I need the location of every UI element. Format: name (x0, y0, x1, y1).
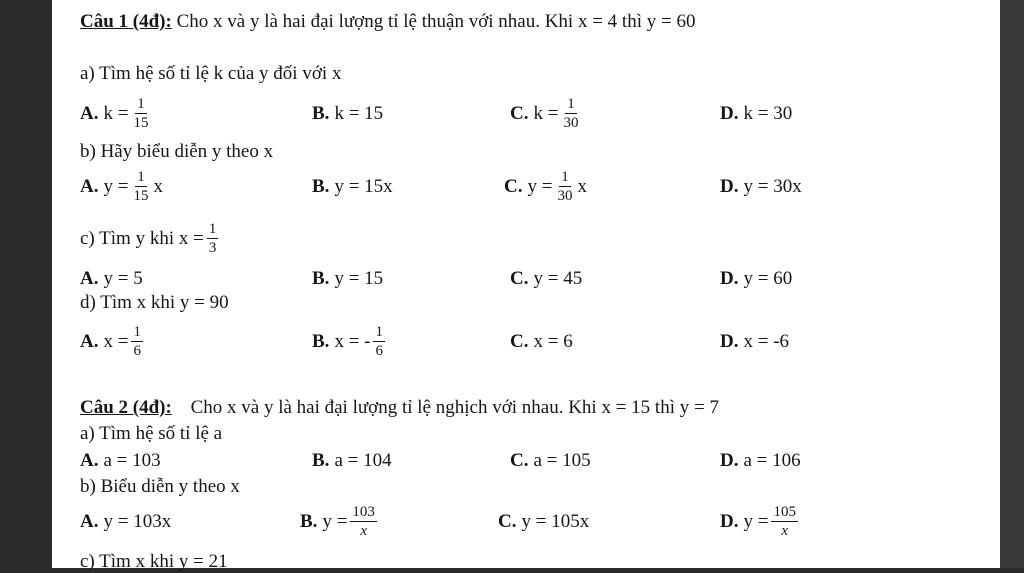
option-letter: C. (510, 450, 529, 471)
fraction-denominator: 3 (208, 240, 217, 256)
q2a-prompt: a) Tìm hệ số tỉ lệ a (80, 423, 223, 444)
fraction-numerator: 1 (208, 221, 217, 237)
option-prefix: y = (322, 511, 348, 532)
option-text: y = 103x (103, 511, 172, 532)
option-letter: A. (80, 268, 99, 289)
option-suffix: x (577, 176, 587, 197)
fraction (350, 505, 377, 539)
q1b-option-d (720, 165, 802, 209)
option-suffix: x (153, 176, 163, 197)
fraction (131, 97, 150, 131)
option-letter: C. (498, 511, 517, 532)
fraction-numerator: 1 (375, 324, 383, 340)
option-prefix: x = (103, 331, 129, 352)
q2a-option-b (312, 450, 392, 472)
document-page (52, 0, 1000, 572)
option-letter: A. (80, 176, 99, 197)
option-letter: B. (312, 331, 330, 352)
fraction (207, 222, 219, 256)
option-prefix: y = (527, 176, 553, 197)
q1c-option-d (720, 268, 792, 290)
fraction (131, 170, 150, 204)
question-1-header (80, 11, 695, 33)
q1a-prompt: a) Tìm hệ số tỉ lệ k của y đối với x (80, 63, 342, 84)
q2b-option-c (498, 500, 589, 544)
q1a-option-d (720, 92, 792, 136)
q1d-option-a (80, 320, 146, 364)
q1d-option-b (312, 320, 388, 364)
option-letter: D. (720, 176, 739, 197)
option-prefix: k = (533, 103, 559, 124)
option-prefix: x = - (334, 331, 371, 352)
option-prefix: k = (103, 103, 129, 124)
q2a-option-a (80, 450, 161, 472)
option-letter: A. (80, 511, 99, 532)
q1c-prompt: c) Tìm y khi x = (80, 228, 204, 249)
fraction-denominator: 15 (133, 188, 149, 204)
fraction-denominator (358, 522, 369, 539)
fraction (561, 97, 580, 131)
fraction (131, 325, 143, 359)
option-letter: D. (720, 103, 739, 124)
q2c-prompt: c) Tìm x khi y = 21 (80, 551, 228, 572)
option-text: y = 60 (743, 268, 793, 289)
q2a-option-d (720, 450, 801, 472)
fraction-variable: x (781, 523, 789, 539)
fraction-denominator: 6 (375, 343, 383, 359)
fraction-denominator: 6 (133, 343, 141, 359)
q2b-option-a (80, 500, 171, 544)
question-2-header (80, 397, 719, 419)
fraction-denominator (779, 522, 790, 539)
fraction-numerator: 1 (561, 169, 569, 185)
option-text: y = 5 (103, 268, 143, 289)
fraction-denominator: 30 (557, 188, 573, 204)
fraction-numerator: 105 (773, 504, 796, 520)
q1d-option-d (720, 320, 789, 364)
fraction-numerator: 103 (352, 504, 375, 520)
option-text: x = -6 (743, 331, 790, 352)
q2b-prompt: b) Biểu diễn y theo x (80, 476, 240, 497)
fraction (373, 325, 385, 359)
fraction (771, 505, 798, 539)
option-letter: A. (80, 331, 99, 352)
q1c-option-a (80, 268, 143, 290)
q1b-option-b (312, 165, 393, 209)
option-letter: B. (312, 176, 330, 197)
fraction-denominator: 15 (133, 115, 149, 131)
fraction-numerator: 1 (137, 96, 145, 112)
question-1-text: Cho x và y là hai đại lượng tỉ lệ thuận với nhau. Khi x = 4 thì y = 60 (176, 11, 696, 32)
question-1-label: Câu 1 (4đ): (80, 11, 172, 32)
option-letter: C. (510, 103, 529, 124)
option-prefix: y = (103, 176, 129, 197)
option-text: y = 15 (334, 268, 384, 289)
q2a-option-c (510, 450, 591, 472)
q2b-option-b (300, 500, 380, 544)
q1a-option-a (80, 92, 153, 136)
option-text: k = 30 (743, 103, 793, 124)
question-2-label: Câu 2 (4đ): (80, 397, 172, 418)
option-text: y = 15x (334, 176, 393, 197)
option-letter: B. (312, 103, 330, 124)
option-letter: B. (300, 511, 318, 532)
q1b-prompt: b) Hãy biểu diễn y theo x (80, 141, 274, 162)
q2b-option-d (720, 500, 801, 544)
option-letter: B. (312, 268, 330, 289)
q1d-prompt: d) Tìm x khi y = 90 (80, 292, 229, 313)
option-letter: D. (720, 450, 739, 471)
q1d-option-c (510, 320, 573, 364)
option-text: a = 106 (743, 450, 801, 471)
option-letter: C. (510, 268, 529, 289)
option-text: a = 103 (103, 450, 161, 471)
option-letter: D. (720, 331, 739, 352)
q1b-option-a (80, 165, 163, 209)
q1a-option-c (510, 92, 583, 136)
q1c-option-b (312, 268, 383, 290)
q1a-option-b (312, 92, 383, 136)
q1c-option-c (510, 268, 582, 290)
option-text: k = 15 (334, 103, 384, 124)
option-letter: C. (510, 331, 529, 352)
fraction-numerator: 1 (137, 169, 145, 185)
fraction-denominator: 30 (563, 115, 579, 131)
fraction-numerator: 1 (133, 324, 141, 340)
option-letter: A. (80, 450, 99, 471)
option-text: y = 105x (521, 511, 590, 532)
q1c-prompt-line (80, 217, 221, 261)
option-letter: B. (312, 450, 330, 471)
fraction (555, 170, 574, 204)
option-letter: C. (504, 176, 523, 197)
option-prefix: y = (743, 511, 769, 532)
fraction-variable: x (360, 523, 367, 539)
option-text: a = 105 (533, 450, 591, 471)
q1b-option-c (504, 165, 587, 209)
option-text: y = 45 (533, 268, 583, 289)
option-text: x = 6 (533, 331, 573, 352)
option-text: y = 30x (743, 176, 802, 197)
viewer-background (1000, 0, 1024, 568)
question-2-text: Cho x và y là hai đại lượng tỉ lệ nghịch với nhau. Khi x = 15 thì y = 7 (190, 397, 719, 418)
option-text: a = 104 (334, 450, 392, 471)
fraction-numerator: 1 (567, 96, 575, 112)
option-letter: D. (720, 268, 739, 289)
option-letter: A. (80, 103, 99, 124)
option-letter: D. (720, 511, 739, 532)
